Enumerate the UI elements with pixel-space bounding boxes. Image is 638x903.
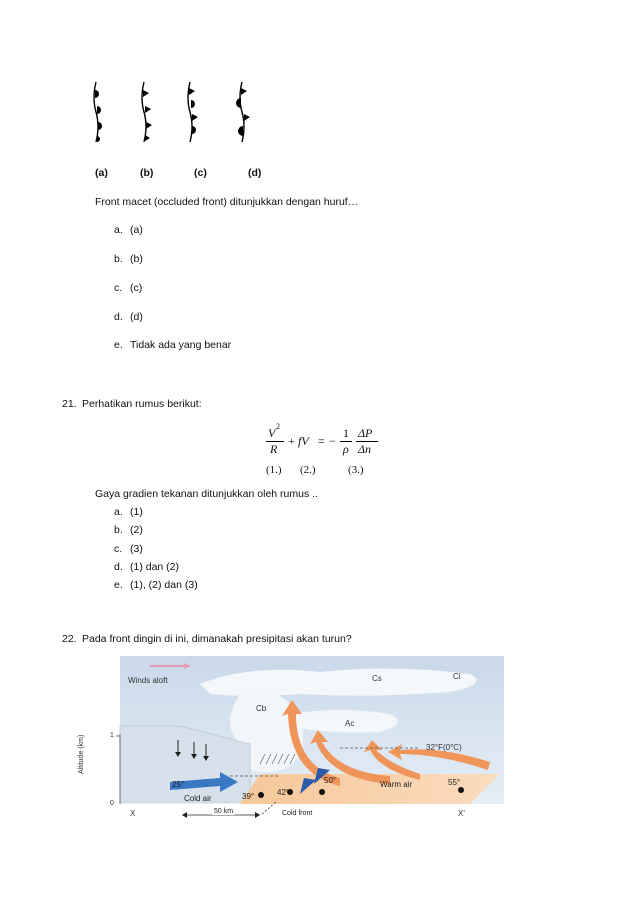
q22-number: 22. <box>62 633 77 645</box>
q20-question: Front macet (occluded front) ditunjukkan dengan huruf… <box>95 196 359 208</box>
formula-v: V <box>268 426 276 440</box>
q20-option-a: a. (a) <box>114 224 143 236</box>
formula-r: R <box>270 442 278 456</box>
x-right-label: X' <box>458 809 465 818</box>
altitude-axis-label: Altitude (km) <box>78 734 85 774</box>
formula-label-3: (3.) <box>348 464 364 476</box>
formula-label-2: (2.) <box>300 464 316 476</box>
q22-prompt: Pada front dingin di ini, dimanakah presipitasi akan turun? <box>82 633 352 645</box>
x-left-label: X <box>130 809 136 818</box>
freezing-level-label: 32°F(0°C) <box>426 743 462 752</box>
cold-front-label: Cold front <box>282 810 313 817</box>
q21-option-b: b. (2) <box>114 524 143 536</box>
formula-sup: 2 <box>276 422 280 431</box>
formula-equals: = <box>318 434 325 448</box>
formula-dp: ΔP <box>358 426 373 440</box>
front-symbol-c <box>188 82 198 142</box>
formula-minus: − <box>329 434 336 448</box>
cb-label: Cb <box>256 704 267 713</box>
figure-label-c: (c) <box>194 167 207 179</box>
q21-option-e: e. (1), (2) dan (3) <box>114 579 198 591</box>
temp-50: 50° <box>324 776 337 785</box>
cold-air-label: Cold air <box>184 794 212 803</box>
formula-one: 1 <box>343 426 349 440</box>
q20-option-d: d. (d) <box>114 311 143 323</box>
front-symbol-d <box>236 82 250 142</box>
q21-question: Gaya gradien tekanan ditunjukkan oleh rumus .. <box>95 488 318 500</box>
altitude-tick-0: 0 <box>110 800 114 807</box>
front-symbol-a <box>94 82 102 142</box>
formula-plus: + <box>288 434 295 448</box>
warm-air-label: Warm air <box>380 780 413 789</box>
q21-option-c: c. (3) <box>114 543 143 555</box>
q20-option-b: b. (b) <box>114 253 143 265</box>
scale-label: 50 km <box>214 808 234 815</box>
formula-dn: Δn <box>358 442 372 456</box>
q21-option-d: d. (1) dan (2) <box>114 561 180 573</box>
q21-prompt: Perhatikan rumus berikut: <box>82 398 202 410</box>
q21-option-a: a. (1) <box>114 506 143 518</box>
q20-option-c: c. (c) <box>114 282 143 294</box>
cold-front-diagram <box>78 654 506 822</box>
temp-39: 39° <box>242 792 255 801</box>
temp-25: 25° <box>172 780 185 789</box>
formula <box>266 422 386 478</box>
altitude-tick-1: 1 <box>110 732 114 739</box>
front-symbols-figure <box>80 78 260 148</box>
temp-55: 55° <box>448 778 461 787</box>
q20-option-e: e. Tidak ada yang benar <box>114 339 232 351</box>
figure-label-b: (b) <box>140 167 154 179</box>
cs-label: Cs <box>372 674 382 683</box>
ac-label: Ac <box>345 719 355 728</box>
formula-label-1: (1.) <box>266 464 282 476</box>
figure-label-a: (a) <box>95 167 108 179</box>
formula-rho: ρ <box>343 442 349 456</box>
winds-aloft-label: Winds aloft <box>128 676 168 685</box>
ci-label: Ci <box>453 672 461 681</box>
formula-fv: fV <box>298 434 309 448</box>
figure-label-d: (d) <box>248 167 262 179</box>
temp-42: 42° <box>277 788 290 797</box>
front-symbol-b <box>142 82 152 142</box>
q21-number: 21. <box>62 398 77 410</box>
